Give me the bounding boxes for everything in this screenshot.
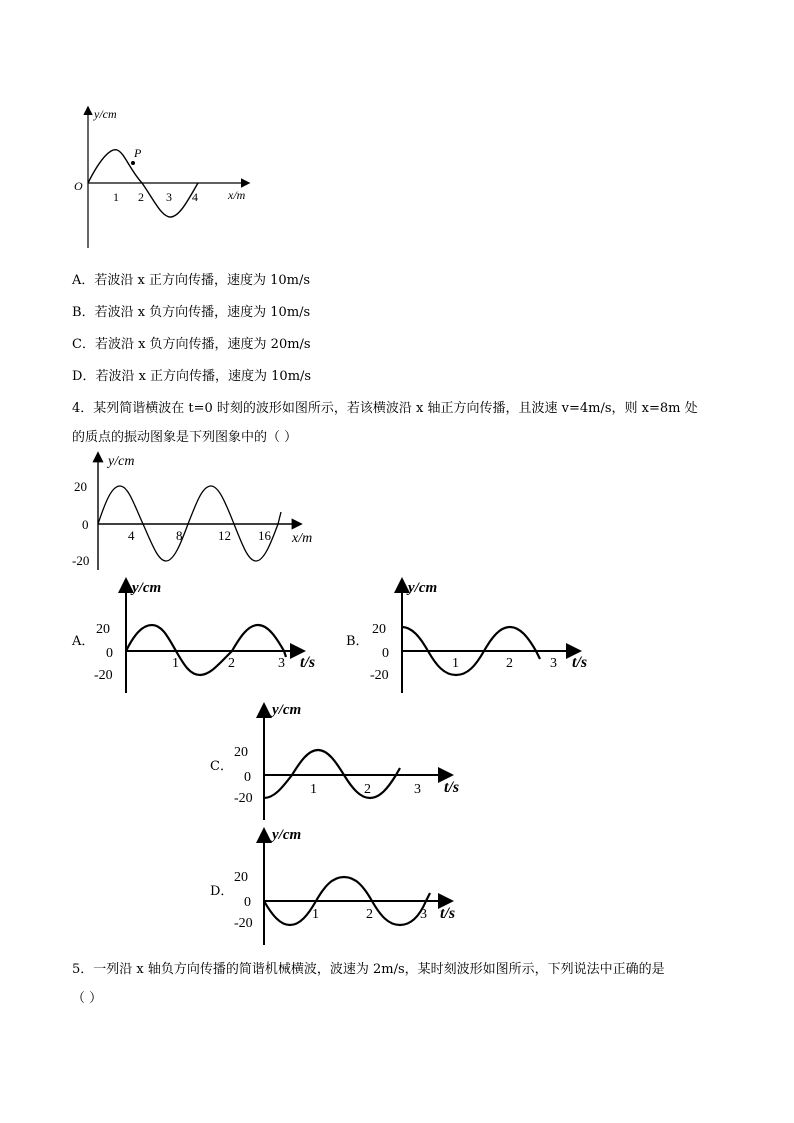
figure1-tick-2: 2	[138, 190, 144, 204]
figure1-tick-3: 3	[166, 190, 172, 204]
vib-d-xtick-3: 3	[420, 907, 427, 922]
vib-d-xtick-2: 2	[366, 907, 373, 922]
vib-b-ytick-neg20: -20	[370, 668, 389, 683]
figure1-tick-1: 1	[113, 190, 119, 204]
vib-d-letter: D．	[210, 884, 234, 899]
figure2-xlabel: x/m	[292, 531, 313, 546]
figure1-point-p-label: P	[134, 146, 142, 160]
q4-stem-line2: 的质点的振动图象是下列图象中的（ ）	[72, 430, 298, 445]
vib-b-xtick-2: 2	[506, 656, 513, 671]
q5-stem-line1: 5．一列沿 x 轴负方向传播的简谐机械横波，波速为 2m/s，某时刻波形如图所示，下列说法中正确的是	[72, 962, 665, 977]
vib-b-ylabel: y/cm	[408, 580, 438, 596]
q4-stem-line1: 4．某列简谐横波在 t=0 时刻的波形如图所示，若该横波沿 x 轴正方向传播，且波速 v=4m/s，则 x=8m 处	[72, 401, 698, 416]
vib-b-xtick-1: 1	[452, 656, 459, 671]
vib-a-xlabel: t/s	[300, 654, 316, 671]
vib-d-ytick-neg20: -20	[234, 916, 253, 931]
figure1-wave-graph	[70, 100, 260, 255]
q3-option-c-text: ．若波沿 x 负方向传播，速度为 20m/s	[81, 337, 311, 352]
q5-stem-line2: （ ）	[72, 991, 103, 1006]
q3-option-d-letter: D	[72, 369, 83, 384]
figure2-ytick-neg20: -20	[72, 553, 90, 568]
q3-option-b-letter: B	[72, 305, 82, 320]
figure2-wave-graph	[68, 448, 330, 574]
vib-b-xtick-3: 3	[550, 656, 557, 671]
q3-option-d-text: ．若波沿 x 正方向传播，速度为 10m/s	[82, 369, 312, 384]
figure2-xtick-16: 16	[258, 528, 271, 543]
q3-option-b-text: ．若波沿 x 负方向传播，速度为 10m/s	[81, 305, 311, 320]
vib-d-ylabel: y/cm	[272, 827, 302, 843]
vib-d-ytick-0: 0	[244, 895, 251, 910]
vib-a-xtick-2: 2	[228, 656, 235, 671]
vib-b-ytick-0: 0	[382, 646, 389, 661]
figure1-tick-4: 4	[192, 190, 198, 204]
vib-b-xlabel: t/s	[572, 654, 588, 671]
vib-a-ylabel: y/cm	[132, 580, 162, 596]
q3-option-b	[72, 301, 310, 320]
q3-option-c	[72, 333, 311, 352]
figure2-ytick-0: 0	[82, 517, 89, 532]
vib-c-ytick-20: 20	[234, 745, 248, 760]
vib-a-ytick-0: 0	[106, 646, 113, 661]
vib-d-xtick-1: 1	[312, 907, 319, 922]
vib-graph-a	[90, 575, 320, 695]
vib-graph-d	[230, 825, 470, 947]
vib-c-xtick-2: 2	[364, 782, 371, 797]
vib-c-xtick-1: 1	[310, 782, 317, 797]
vib-a-ytick-neg20: -20	[94, 668, 113, 683]
vib-a-xtick-3: 3	[278, 656, 285, 671]
vib-c-xlabel: t/s	[444, 779, 460, 796]
figure2-xtick-4: 4	[128, 528, 135, 543]
q3-option-c-letter: C	[72, 337, 82, 352]
vib-c-ylabel: y/cm	[272, 702, 302, 718]
vib-c-xtick-3: 3	[414, 782, 421, 797]
vib-a-letter: A．	[72, 634, 95, 649]
vib-d-ytick-20: 20	[234, 870, 248, 885]
vib-c-ytick-0: 0	[244, 770, 251, 785]
vib-c-letter: C．	[210, 759, 233, 774]
figure1-xlabel: x/m	[228, 188, 246, 202]
vib-graph-b	[366, 575, 596, 695]
figure1-ylabel: y/cm	[94, 107, 117, 121]
q3-option-d	[72, 365, 311, 384]
figure2-ytick-20: 20	[74, 479, 87, 494]
vib-a-ytick-20: 20	[96, 622, 110, 637]
figure2-xtick-8: 8	[176, 528, 183, 543]
vib-c-ytick-neg20: -20	[234, 791, 253, 806]
vib-a-xtick-1: 1	[172, 656, 179, 671]
figure1-origin-label: O	[74, 179, 83, 193]
figure2-xtick-12: 12	[218, 528, 231, 543]
q3-option-a-text: ．若波沿 x 正方向传播，速度为 10m/s	[81, 273, 311, 288]
figure1-point-p-dot	[131, 161, 135, 165]
figure2-ylabel: y/cm	[108, 454, 135, 469]
vib-graph-c	[230, 700, 470, 822]
vib-b-ytick-20: 20	[372, 622, 386, 637]
vib-b-letter: B．	[346, 634, 369, 649]
q3-option-a-letter: A	[72, 273, 82, 288]
vib-d-xlabel: t/s	[440, 905, 456, 922]
q3-option-a	[72, 269, 310, 288]
